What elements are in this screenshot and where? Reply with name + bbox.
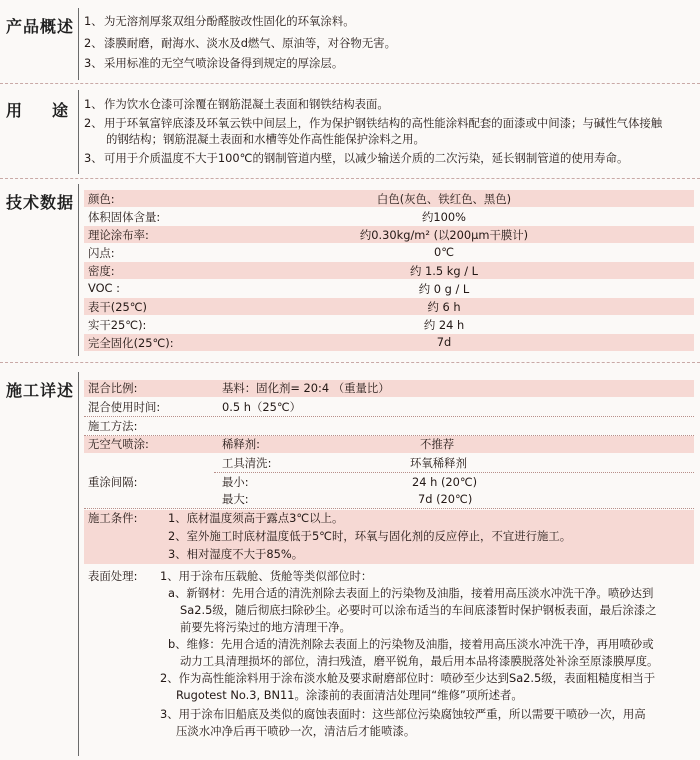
section-separator bbox=[0, 83, 700, 84]
thinner-label: 稀释剂: bbox=[222, 437, 261, 451]
usage-divider bbox=[78, 90, 79, 174]
overview-item-1 bbox=[84, 14, 355, 29]
tech-row-color bbox=[84, 190, 694, 207]
tech-value: 0℃ bbox=[433, 245, 455, 259]
cleaner-label: 工具清洗: bbox=[222, 456, 272, 470]
tech-key: 表干(25℃) bbox=[88, 300, 147, 314]
overview-item-3 bbox=[84, 56, 343, 71]
condition-item-2 bbox=[168, 528, 571, 544]
tech-key: 完全固化(25℃): bbox=[88, 336, 174, 350]
tech-value: 约 1.5 kg / L bbox=[410, 264, 478, 278]
condition-item-1 bbox=[168, 510, 343, 526]
item-number: 1、 bbox=[168, 511, 187, 525]
surface-line-7: 2、作为高性能涂料用于涂布淡水舱及要求耐磨部位时：喷砂至少达到Sa2.5级，表面粗糙度相当于 bbox=[160, 671, 656, 685]
surface-line-10: 压淡水冲净后再干喷砂一次，清洁后才能喷漆。 bbox=[176, 724, 416, 738]
item-text: 漆膜耐磨，耐海水、淡水及d燃气、原油等，对谷物无害。 bbox=[104, 36, 396, 50]
tech-title: 技术数据 bbox=[6, 193, 75, 212]
usage-title-b: 途 bbox=[52, 101, 70, 120]
item-text: 为无溶剂厚浆双组分酚醛胺改性固化的环氧涂料。 bbox=[104, 14, 355, 28]
surface-line-6: 动力工具清理损坏的部位，清扫残渣，磨平锐角，最后用本品将漆膜脱落处补涂至原漆膜厚度。 bbox=[180, 654, 659, 668]
usage-item-3 bbox=[84, 151, 628, 166]
usage-item-2-cont: 的钢结构；钢筋混凝土表面和水槽等处作高性能保护涂料之用。 bbox=[106, 132, 425, 146]
item-number: 1、 bbox=[84, 97, 103, 111]
row-divider bbox=[84, 508, 694, 509]
surface-line-1: 1、用于涂布压载舱、货舱等类似部位时： bbox=[160, 569, 373, 583]
row-divider bbox=[84, 416, 694, 417]
row-divider bbox=[214, 472, 694, 473]
item-number: 3、 bbox=[168, 547, 187, 561]
mix-ratio-value: 基料：固化剂= 20:4 （重量比） bbox=[222, 381, 390, 395]
tech-value: 约 24 h bbox=[423, 318, 465, 332]
tech-row-voc bbox=[84, 280, 694, 297]
item-number: 3、 bbox=[84, 56, 103, 70]
overview-title: 产品概述 bbox=[6, 17, 75, 36]
tech-row-solids bbox=[84, 208, 694, 225]
item-number: 2、 bbox=[84, 36, 103, 50]
condition-item-3 bbox=[168, 546, 303, 562]
airless-label: 无空气喷涂: bbox=[88, 437, 149, 451]
tech-divider bbox=[78, 184, 79, 356]
recoat-min-label: 最小: bbox=[222, 475, 249, 489]
item-text: 相对湿度不大于85%。 bbox=[186, 547, 304, 561]
tech-value: 约 0 g / L bbox=[418, 282, 470, 296]
item-number: 3、 bbox=[84, 151, 103, 165]
tech-row-hard-dry bbox=[84, 316, 694, 333]
item-number: 2、 bbox=[84, 116, 103, 130]
mix-ratio-label: 混合比例: bbox=[88, 381, 138, 395]
tech-row-touch-dry bbox=[84, 298, 694, 315]
overview-item-2 bbox=[84, 36, 396, 51]
recoat-max-label: 最大: bbox=[222, 492, 249, 506]
surface-line-5: b、维修：先用合适的清洗剂除去表面上的污染物及油脂，接着用高压淡水冲洗干净，再用喷砂或 bbox=[168, 637, 654, 651]
application-title: 施工详述 bbox=[6, 381, 75, 400]
thinner-value: 不推荐 bbox=[420, 437, 455, 451]
item-text: 作为饮水仓漆可涂覆在钢筋混凝土表面和钢铁结构表面。 bbox=[104, 97, 389, 111]
tech-value: 约100% bbox=[422, 210, 466, 224]
surface-line-4: 前要先将污染过的地方清理干净。 bbox=[180, 620, 351, 634]
method-label: 施工方法: bbox=[88, 419, 138, 433]
recoat-min-value: 24 h (20℃) bbox=[412, 475, 478, 489]
recoat-label: 重涂间隔: bbox=[88, 475, 138, 489]
pot-life-value: 0.5 h（25℃） bbox=[222, 400, 302, 414]
surface-line-9: 3、用于涂布旧船底及类似的腐蚀表面时：这些部位污染腐蚀较严重，所以需要干喷砂一次，用高 bbox=[160, 707, 646, 721]
usage-title-a: 用 bbox=[6, 101, 24, 120]
application-divider bbox=[78, 372, 79, 756]
tech-value: 7d bbox=[436, 335, 452, 349]
tech-key: 理论涂布率: bbox=[88, 228, 149, 242]
tech-value: 白色(灰色、铁红色、黑色) bbox=[376, 192, 512, 206]
item-text: 底材温度须高于露点3℃以上。 bbox=[186, 511, 344, 525]
item-number: 2、 bbox=[168, 529, 187, 543]
overview-divider bbox=[78, 8, 79, 80]
recoat-max-value: 7d (20℃) bbox=[418, 492, 473, 506]
surface-label: 表面处理: bbox=[88, 569, 138, 583]
conditions-label: 施工条件: bbox=[88, 511, 138, 525]
usage-item-2 bbox=[84, 116, 662, 131]
tech-key: VOC : bbox=[88, 281, 120, 295]
surface-line-2: a、新钢材：先用合适的清洗剂除去表面上的污染物及油脂，接着用高压淡水冲洗干净。喷砂达到 bbox=[168, 586, 654, 600]
tech-row-density bbox=[84, 262, 694, 279]
item-number: 1、 bbox=[84, 14, 103, 28]
tech-value: 约 6 h bbox=[427, 300, 461, 314]
tech-key: 颜色: bbox=[88, 192, 115, 206]
item-text: 可用于介质温度不大于100℃的钢制管道内壁，以减少输送介质的二次污染，延长钢制管道的使用寿命。 bbox=[104, 151, 629, 165]
tech-row-full-cure bbox=[84, 334, 694, 351]
item-text: 用于环氧富锌底漆及环氧云铁中间层上，作为保护钢铁结构的高性能涂料配套的面漆或中间漆；与碱性气体接触 bbox=[104, 116, 663, 130]
item-text: 采用标准的无空气喷涂设备得到规定的厚涂层。 bbox=[104, 56, 344, 70]
tech-row-coverage bbox=[84, 226, 694, 243]
tech-key: 密度: bbox=[88, 264, 115, 278]
section-separator bbox=[0, 362, 700, 363]
tech-row-flash bbox=[84, 244, 694, 261]
item-text: 室外施工时底材温度低于5℃时，环氧与固化剂的反应停止，不宜进行施工。 bbox=[186, 529, 572, 543]
surface-line-8: Rugotest No.3, BN11。涂漆前的表面清洁处理同“维修”项所述者。 bbox=[176, 688, 523, 702]
tech-value: 约0.30kg/m² (以200μm干膜计) bbox=[359, 228, 529, 242]
pot-life-label: 混合使用时间: bbox=[88, 400, 161, 414]
airless-row bbox=[84, 436, 694, 453]
section-separator bbox=[0, 178, 700, 179]
tech-key: 闪点: bbox=[88, 246, 115, 260]
cleaner-value: 环氧稀释剂 bbox=[410, 456, 467, 470]
tech-key: 体积固体含量: bbox=[88, 210, 161, 224]
usage-item-1 bbox=[84, 97, 389, 112]
surface-line-3: Sa2.5级，随后彻底扫除砂尘。必要时可以涂布适当的车间底漆暂时保护钢板表面，最后涂漆之 bbox=[180, 603, 657, 617]
tech-key: 实干25℃): bbox=[88, 318, 147, 332]
